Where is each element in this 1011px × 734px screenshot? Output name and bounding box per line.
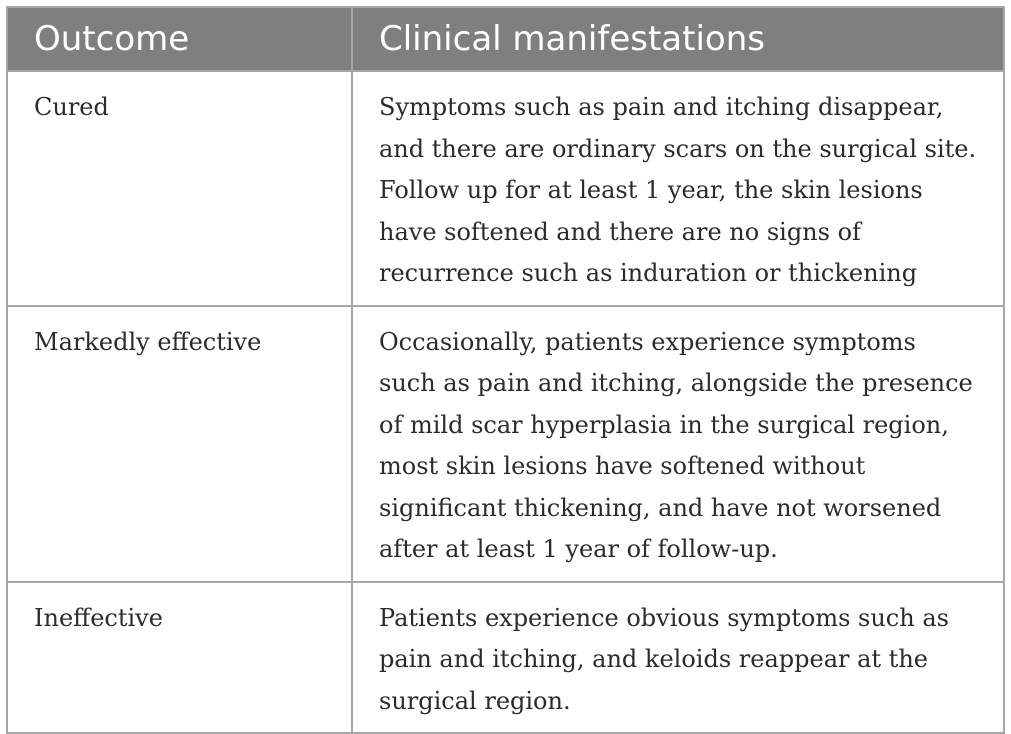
manifestations-cell: Symptoms such as pain and itching disappear, and there are ordinary scars on the surgical site. Follow up for at least 1 year, the skin lesions have softened and there are no signs of recurrence such as induration or thickening [352,71,1004,306]
header-outcome: Outcome [7,7,352,71]
table-header [7,7,1004,71]
header-row [7,7,1004,71]
table-body [7,71,1004,733]
table-row [7,582,1004,734]
manifestations-cell: Occasionally, patients experience symptoms such as pain and itching, alongside the presence of mild scar hyperplasia in the surgical region, most skin lesions have softened without significant thickening, and have not worsened after at least 1 year of follow-up. [352,306,1004,582]
outcome-cell: Ineffective [7,582,352,734]
header-clinical-manifestations: Clinical manifestations [352,7,1004,71]
table-row [7,71,1004,306]
outcome-cell: Cured [7,71,352,306]
outcome-criteria-table [6,6,1005,734]
table-row [7,306,1004,582]
manifestations-cell: Patients experience obvious symptoms such as pain and itching, and keloids reappear at the surgical region. [352,582,1004,734]
outcome-cell: Markedly effective [7,306,352,582]
